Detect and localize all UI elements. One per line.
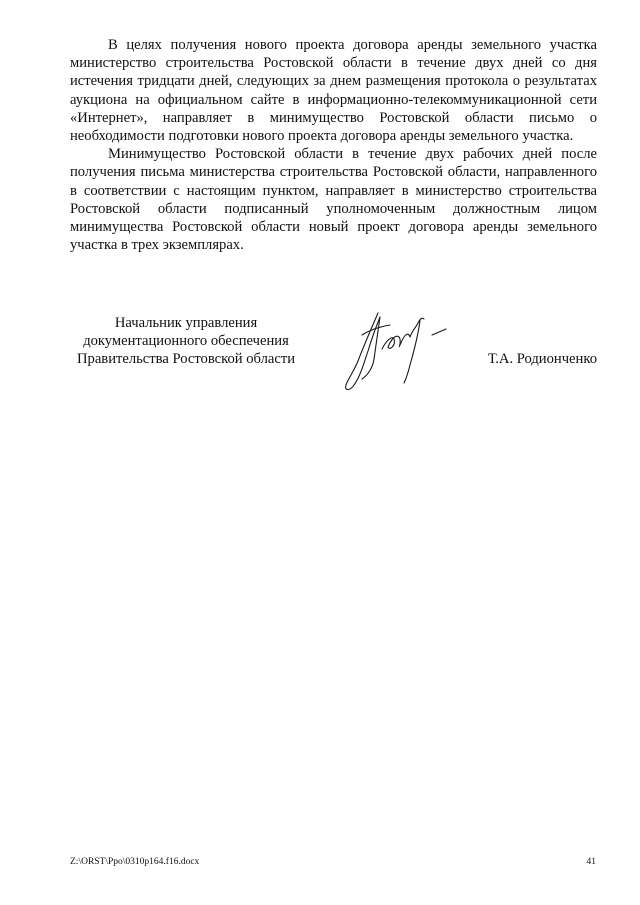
- paragraph-1: В целях получения нового проекта договора аренды земельного участка министерство строительства Ростовской области в течение двух дней со дня истечения тридцати дней, следующих за днем размещения протокола о результатах аукциона на официальном сайте в информационно-телекоммуникационной сети «Интернет», направляет в минимущество Ростовской области письмо о необходимости подготовки нового проекта договора аренды земельного участка.: [70, 37, 597, 145]
- footer-file-path: Z:\ORST\Ppo\0310p164.f16.docx: [70, 857, 200, 867]
- signatory-name: Т.А. Родионченко: [487, 351, 597, 367]
- page-number: 41: [586, 857, 596, 867]
- paragraph-2: Минимущество Ростовской области в течение двух рабочих дней после получения письма министерства строительства Ростовской области, направленного в соответствии с настоящим пунктом, направляет в министерство строительства Ростовской области подписанный уполномоченным должностным лицом минимущества Ростовской области новый проект договора аренды земельного участка в трех экземплярах.: [70, 146, 597, 254]
- document-body: [70, 36, 597, 254]
- signatory-position-line-3: Правительства Ростовской области: [76, 351, 296, 368]
- signature-block: [70, 314, 597, 394]
- handwritten-signature: [338, 305, 454, 397]
- signatory-position-line-2: документационного обеспечения: [83, 333, 289, 350]
- signatory-position-line-1: Начальник управления: [114, 315, 258, 331]
- signatory-position: [70, 314, 302, 369]
